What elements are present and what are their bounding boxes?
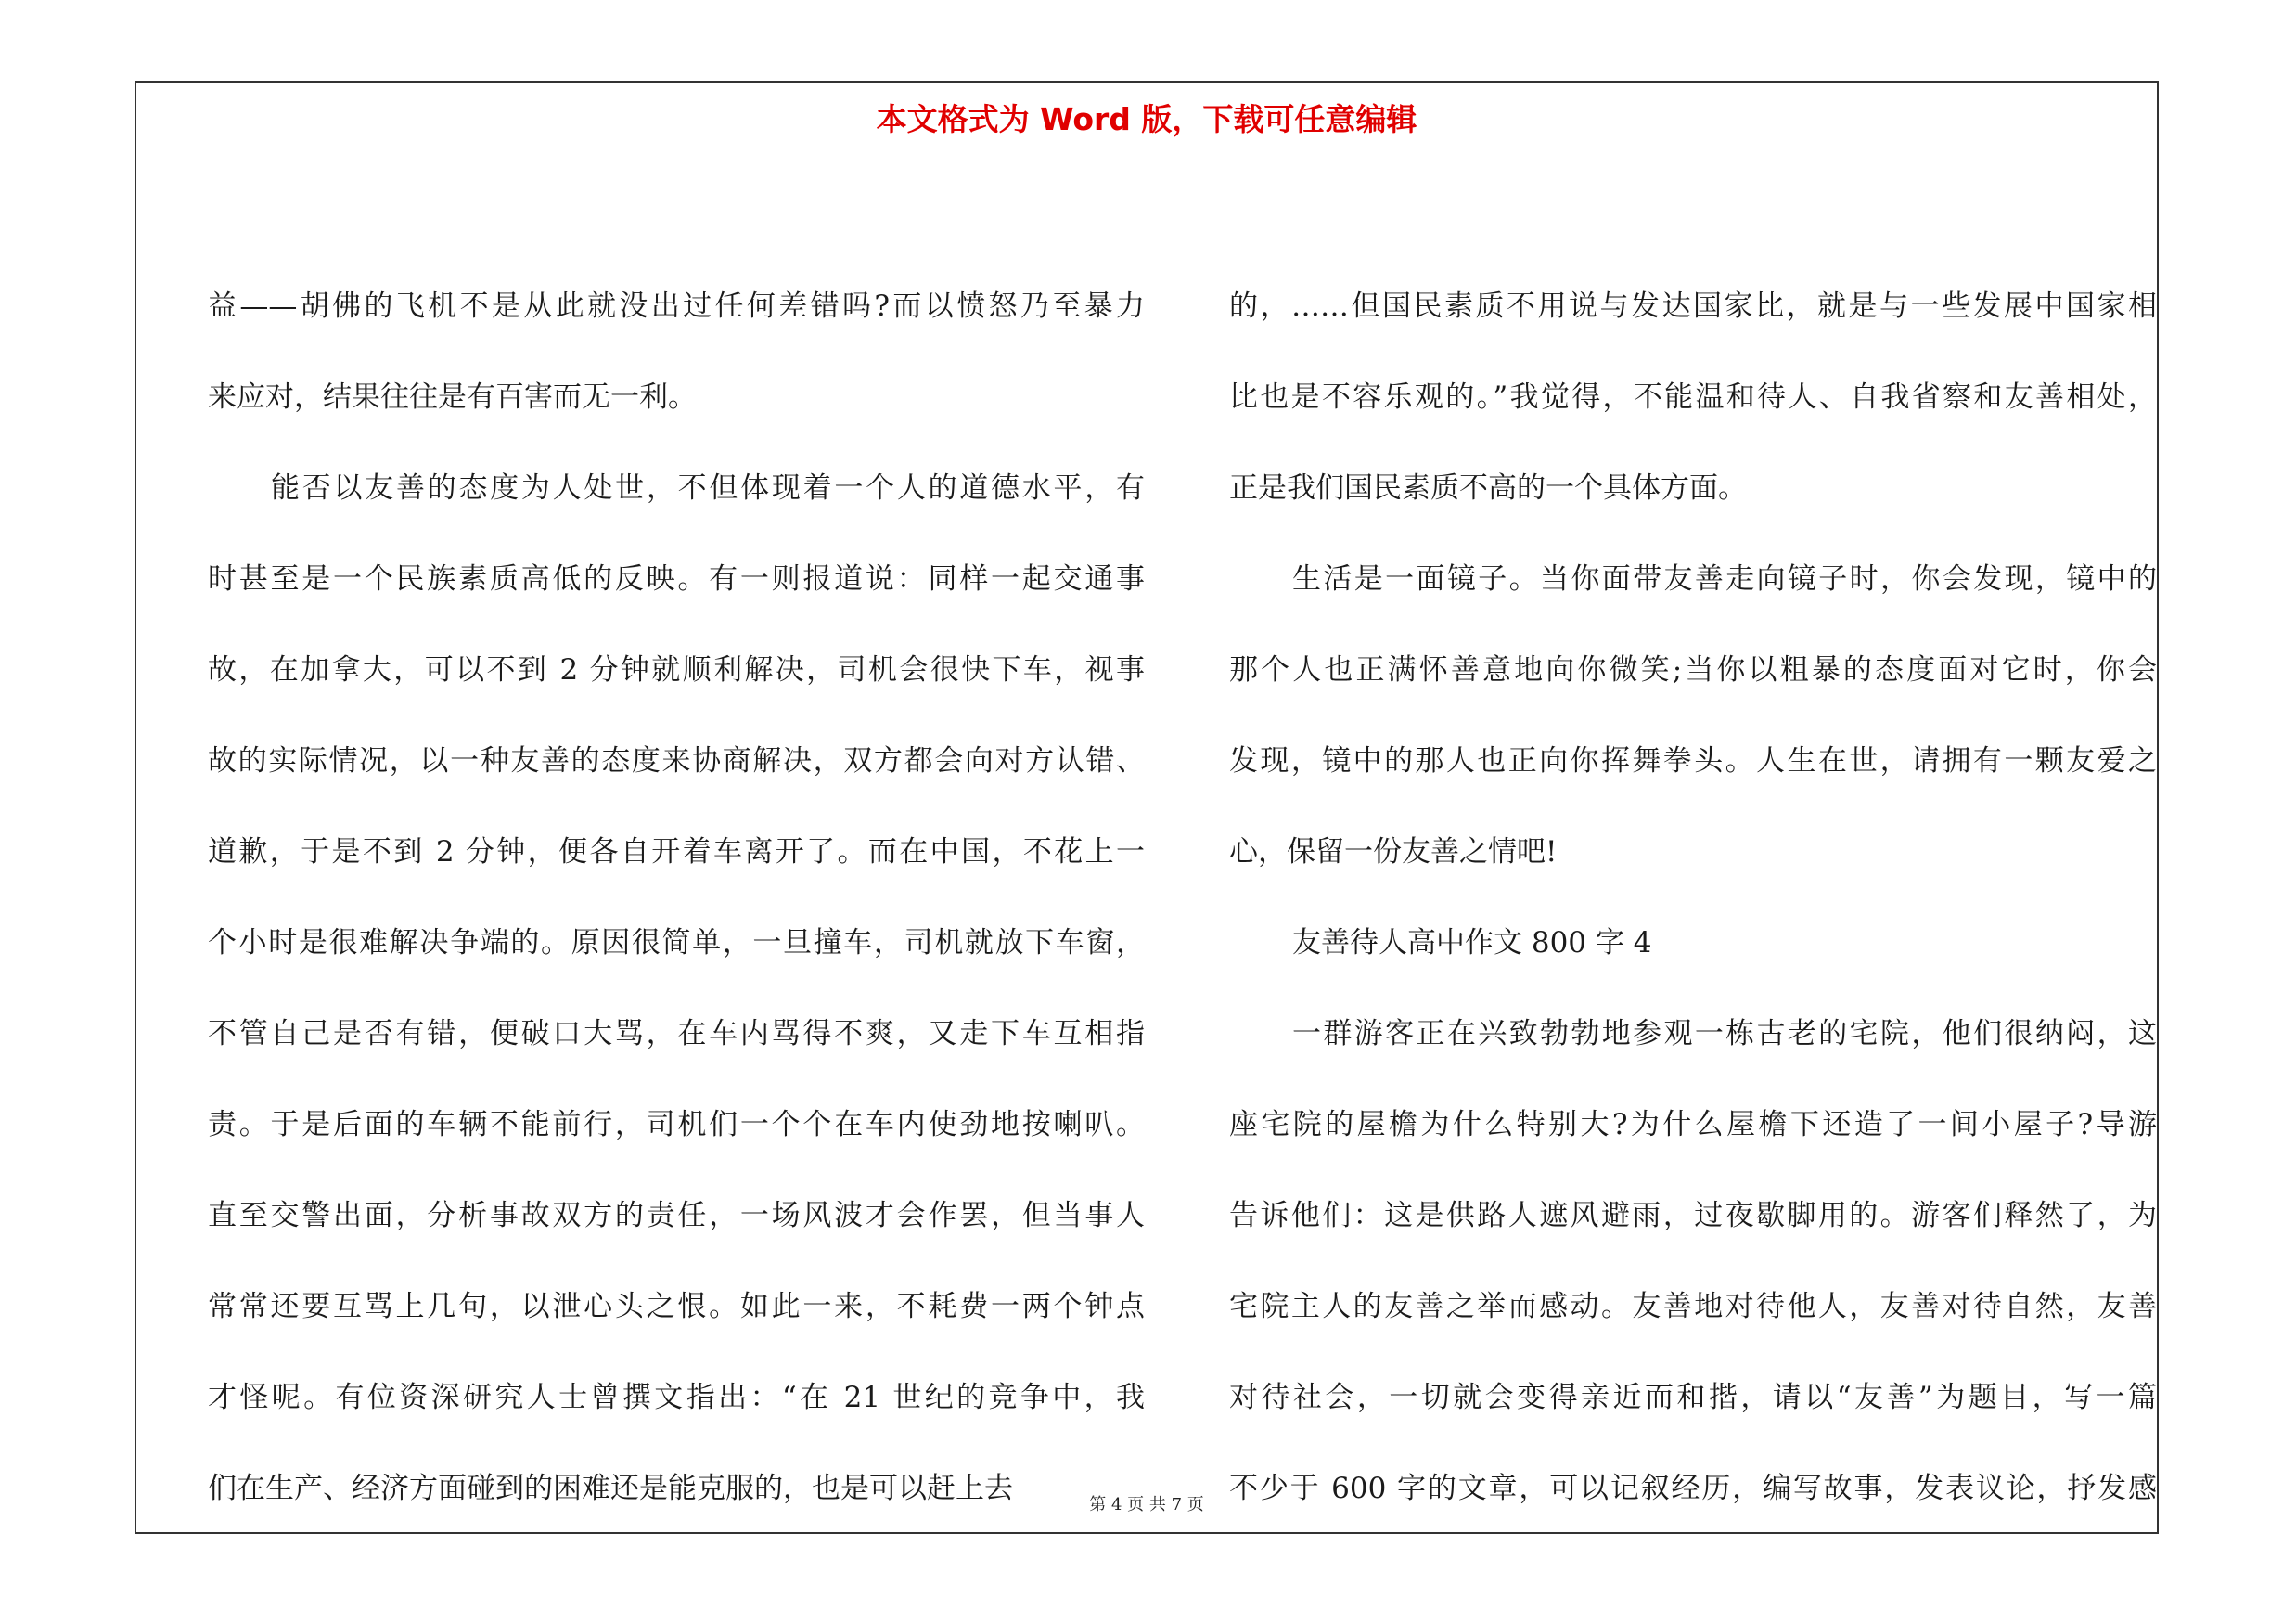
left-line-1: 益——胡佛的飞机不是从此就没出过任何差错吗?而以愤怒乃至暴力 <box>208 290 1145 323</box>
right-line-10: 座宅院的屋檐为什么特别大?为什么屋檐下还造了一间小屋子?导游 <box>1229 1108 2157 1141</box>
left-line-3: 能否以友善的态度为人处世，不但体现着一个人的道德水平，有 <box>271 471 1145 505</box>
right-line-7: 心，保留一份友善之情吧! <box>1229 835 1558 869</box>
left-line-12: 常常还要互骂上几句，以泄心头之恨。如此一来，不耗费一两个钟点 <box>208 1290 1145 1323</box>
left-line-4: 时甚至是一个民族素质高低的反映。有一则报道说：同样一起交通事 <box>208 562 1145 596</box>
header-banner: 本文格式为 Word 版，下载可任意编辑 <box>876 101 1417 137</box>
left-line-14: 们在生产、经济方面碰到的困难还是能克服的，也是可以赶上去 <box>208 1472 1013 1505</box>
left-line-13: 才怪呢。有位资深研究人士曾撰文指出：“在 21 世纪的竞争中，我 <box>208 1381 1145 1414</box>
left-line-8: 个小时是很难解决争端的。原因很简单，一旦撞车，司机就放下车窗， <box>208 926 1145 960</box>
right-line-14: 不少于 600 字的文章，可以记叙经历，编写故事，发表议论，抒发感 <box>1229 1472 2157 1505</box>
right-line-2: 比也是不容乐观的。”我觉得，不能温和待人、自我省察和友善相处， <box>1229 380 2157 414</box>
left-line-5: 故，在加拿大，可以不到 2 分钟就顺利解决，司机会很快下车，视事 <box>208 653 1145 687</box>
left-line-2: 来应对，结果往往是有百害而无一利。 <box>208 380 697 414</box>
right-line-4: 生活是一面镜子。当你面带友善走向镜子时，你会发现，镜中的 <box>1292 562 2157 596</box>
right-line-9: 一群游客正在兴致勃勃地参观一栋古老的宅院，他们很纳闷，这 <box>1292 1017 2157 1050</box>
left-line-10: 责。于是后面的车辆不能前行，司机们一个个在车内使劲地按喇叭。 <box>208 1108 1145 1141</box>
left-line-7: 道歉，于是不到 2 分钟，便各自开着车离开了。而在中国，不花上一 <box>208 835 1145 869</box>
right-line-1: 的，……但国民素质不用说与发达国家比，就是与一些发展中国家相 <box>1229 290 2157 323</box>
left-line-9: 不管自己是否有错，便破口大骂，在车内骂得不爽，又走下车互相指 <box>208 1017 1145 1050</box>
right-line-13: 对待社会，一切就会变得亲近而和揩，请以“友善”为题目，写一篇 <box>1229 1381 2157 1414</box>
right-line-6: 发现，镜中的那人也正向你挥舞拳头。人生在世，请拥有一颗友爱之 <box>1229 744 2157 778</box>
right-line-3: 正是我们国民素质不高的一个具体方面。 <box>1229 471 1747 505</box>
page-number-footer: 第 4 页 共 7 页 <box>1089 1495 1204 1514</box>
right-line-12: 宅院主人的友善之举而感动。友善地对待他人，友善对待自然，友善 <box>1229 1290 2157 1323</box>
right-line-5: 那个人也正满怀善意地向你微笑;当你以粗暴的态度面对它时，你会 <box>1229 653 2157 687</box>
left-line-6: 故的实际情况，以一种友善的态度来协商解决，双方都会向对方认错、 <box>208 744 1145 778</box>
right-column <box>1229 261 2157 1534</box>
section-heading: 友善待人高中作文 800 字 4 <box>1292 926 1652 960</box>
left-column <box>208 261 1145 1534</box>
left-line-11: 直至交警出面，分析事故双方的责任，一场风波才会作罢，但当事人 <box>208 1199 1145 1232</box>
right-line-11: 告诉他们：这是供路人遮风避雨，过夜歇脚用的。游客们释然了，为 <box>1229 1199 2157 1232</box>
page-frame <box>135 81 2159 1534</box>
